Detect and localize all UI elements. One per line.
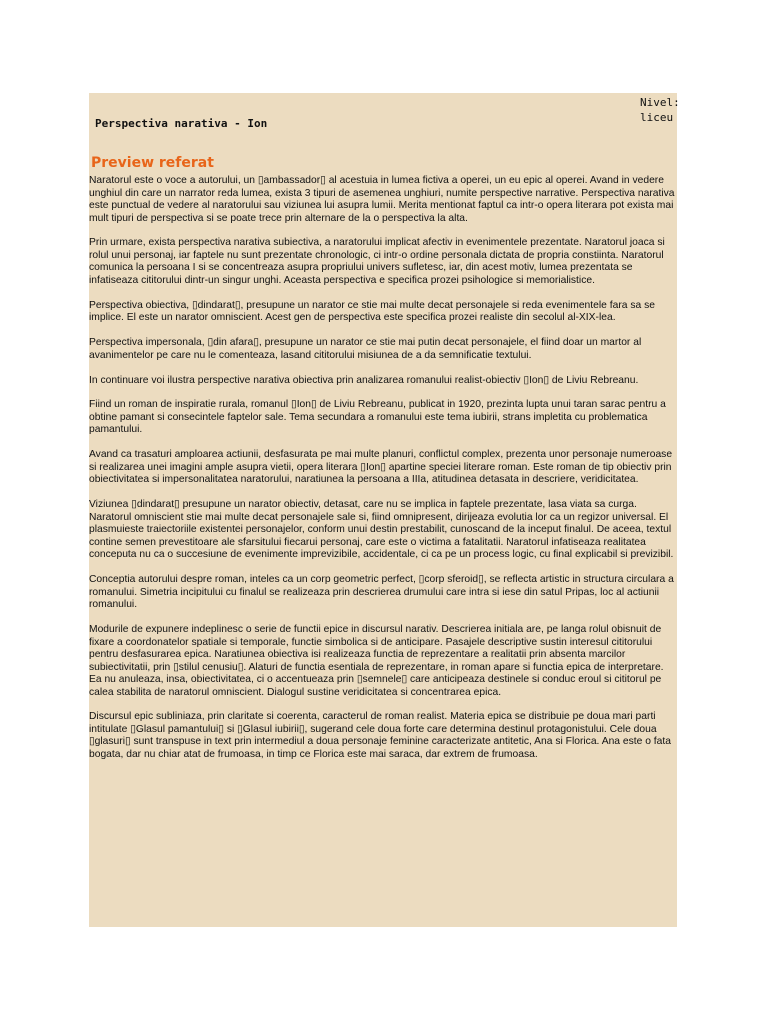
document-body <box>89 175 675 774</box>
paragraph: Prin urmare, exista perspectiva narativa subiectiva, a naratorului implicat afectiv in evenimentele prezentate. Naratorul joaca si rolul unui personaj, iar faptele nu sunt prezentate chronologic, ci intr-o ordine personala dictata de propria constiinta. Naratorul comunica la persoana I si se concentreaza asupra propriului univers sufletesc, iar, din acest motiv, lumea prezentata se infatiseaza cititorului dintr-un singur unghi. Aceasta perspectiva e specifica prozei psihologice si memorialistice. <box>89 237 665 286</box>
preview-heading: Preview referat <box>91 155 214 171</box>
paragraph: Perspectiva obiectiva, ▯dindarat▯, presupune un narator ce stie mai multe decat personajele si reda evenimentele fara sa se implice. El este un narator omniscient. Acest gen de perspectiva este specifica prozei realiste din secolul al-XIX-lea. <box>89 299 655 324</box>
paragraph: Naratorul este o voce a autorului, un ▯ambassador▯ al acestuia in lumea fictiva a operei, un eu epic al operei. Avand in vedere unghiul din care un narrator reda lumea, exista 3 tipuri de asemenea unghiuri, numite perspective narrative. Perspectiva narativa este punctual de vedere al naratorului sau viziunea lui asupra lumii. Merita mentionat faptul ca intr-o opera literara pot exista mai mult tipuri de perspectiva si se poate trece prin alternare de la o perspectiva la alta. <box>89 175 675 224</box>
paragraph: Viziunea ▯dindarat▯ presupune un narator obiectiv, detasat, care nu se implica in faptele prezentate, lasa viata sa curga. Naratorul omniscient stie mai multe decat personajele sale si, fiind omnipresent, dirijeaza evolutia lor ca un regizor universal. El plasmuieste traiectoriile existentei personajelor, conform unui destin prestabilit, cunoscand de la inceput finalul. De aceea, textul contine semen prevestitoare ale sfarsitului fiecarui personaj, care este o victima a fatalitatii. Naratorul infatiseaza realitatea conceputa nu ca o succesiune de evenimente imprevizibile, accidentale, ci ca pe un process logic, cu final explicabil si previzibil. <box>89 499 674 561</box>
paragraph: Fiind un roman de inspiratie rurala, romanul ▯Ion▯ de Liviu Rebreanu, publicat in 1920, prezinta lupta unui taran sarac pentru a obtine pamant si consecintele faptelor sale. Tema secundara a romanului este tema iubirii, strans impletita cu problematica pamantului. <box>89 399 666 436</box>
paragraph: In continuare voi ilustra perspective narativa obiectiva prin analizarea romanului realist-obiectiv ▯Ion▯ de Liviu Rebreanu. <box>89 374 639 386</box>
document-title: Perspectiva narativa - Ion <box>95 117 268 130</box>
paragraph: Perspectiva impersonala, ▯din afara▯, presupune un narator ce stie mai putin decat personajele, el fiind doar un martor al avanimentelor pe care nu le comenteaza, lasand cititorului misiunea de a da semnificatie textului. <box>89 337 642 361</box>
document-panel <box>89 93 680 927</box>
level-info <box>640 95 680 125</box>
paragraph: Conceptia autorului despre roman, inteles ca un corp geometric perfect, ▯corp sferoid▯, se reflecta artistic in structura circulara a romanului. Simetria incipitului cu finalul se realizeaza prin descrierea drumului care intra si iese din satul Pripas, loc al actiunii romanului. <box>89 574 674 611</box>
paragraph: Modurile de expunere indeplinesc o serie de functii epice in discursul narativ. Descrierea initiala are, pe langa rolul obisnuit de fixare a coordonatelor spatiale si temporale, functie simbolica si de anticipare. Pasajele descriptive sustin interesul cititorului pentru desfasurarea epica. Naratiunea obiectiva isi realizeaza functia de reprezentare a realitatii prin absenta marcilor subiectivitatii, prin ▯stilul cenusiu▯. Alaturi de functia esentiala de reprezentare, in roman apare si functia epica de interpretare. Ea nu anuleaza, insa, obiectivitatea, ci o accentueaza prin ▯semnele▯ care anticipeaza destinele si conduc eroul si cititorul pe calea stabilita de naratorul omniscient. Dialogul sustine veridicitatea si concentrarea epica. <box>89 624 664 698</box>
paragraph: Avand ca trasaturi amploarea actiunii, desfasurata pe mai multe planuri, conflictul complex, prezenta unor personaje numeroase si realizarea unei imagini ample asupra vietii, opera literara ▯Ion▯ apartine speciei literare roman. Este roman de tip obiectiv prin obiectivitatea si impersonalitatea naratorului, naratiunea la persoana a IIIa, atitudinea detasata in descriere, veridicitatea. <box>89 449 673 486</box>
level-value: liceu <box>640 111 674 124</box>
level-label: Nivel: <box>640 96 680 109</box>
paragraph: Discursul epic subliniaza, prin claritate si coerenta, caracterul de roman realist. Materia epica se distribuie pe doua mari parti intitulate ▯Glasul pamantului▯ si ▯Glasul iubirii▯, sugerand cele doua forte care determina destinul protagonistului. Cele doua ▯glasuri▯ sunt transpuse in text prin intermediul a doua personaje feminine caracterizate antitetic, Ana si Florica. Ana este o fata bogata, dar nu chiar atat de frumoasa, in timp ce Florica este mai saraca, dar extrem de frumoasa. <box>89 711 671 760</box>
